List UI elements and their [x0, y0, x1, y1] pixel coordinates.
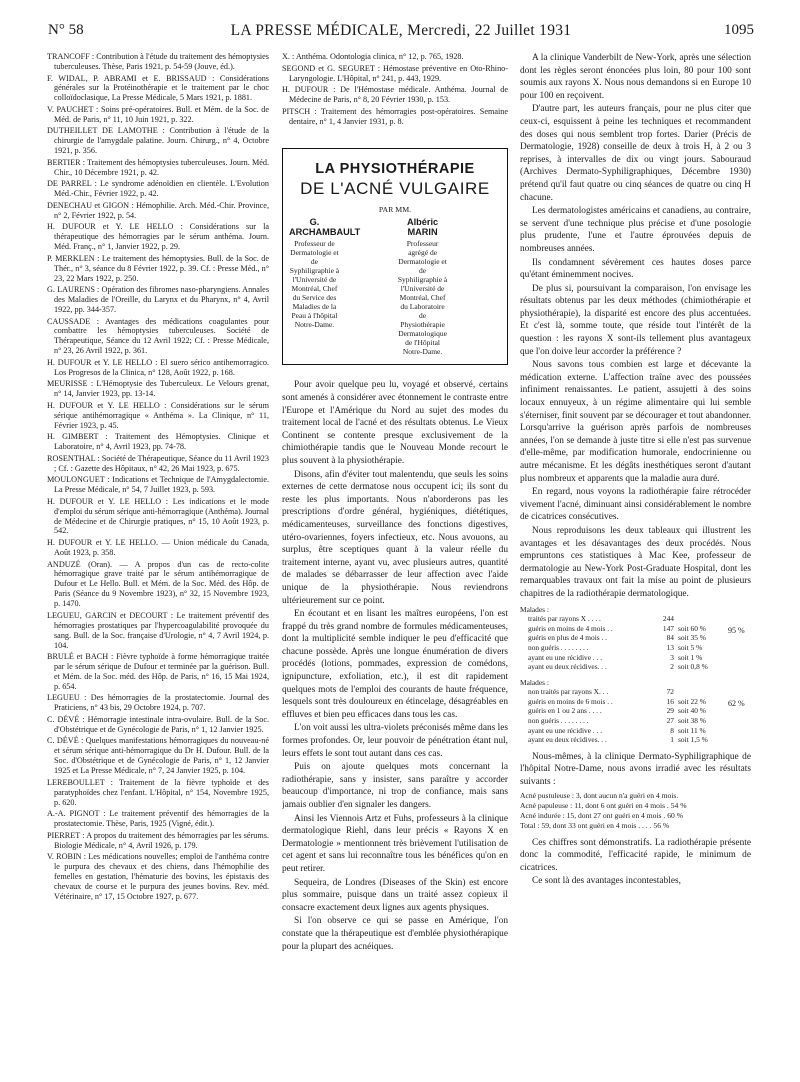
reference-entry: A.-A. PIGNOT : Le traitement préventif des hémorragies de la prostatectomie. Thèse, Paris, 1925 (Vigné, édit.).	[47, 809, 269, 829]
paragraph: Ainsi les Viennois Artz et Fuhs, professeurs à la clinique dermatologique Riehl, dans leur précis « Rayons X en Dermatologie » mentionnent très brièvement l'utilisation de cet agent et sans lui reconnaître tous les bénéfices qu'on en peut retirer.	[282, 813, 508, 874]
paragraph: Sequeira, de Londres (Diseases of the Skin) est encore plus sommaire, puisque dans un traité assez copieux il consacre exactement deux lignes aux agents physiques.	[282, 877, 508, 913]
reference-entry: DUTHEILLET DE LAMOTHE : Contribution à l'étude de la chirurgie de l'amygdale palatine. Journ. Chirurg., n° 4, Octobre 1921, p. 356.	[47, 126, 269, 156]
table-row	[520, 706, 751, 716]
table-title: Malades :	[520, 677, 549, 687]
author-1-affiliation: Professeur de Dermatologie et de Syphiligraphie à l'Université de Montréal, Chef du Service des Maladies de la Peau à l'hôpital Notre-Dame.	[289, 239, 340, 330]
result-line: Acné indurée : 15, dont 27 ont guéri en 4 mois . 60 %	[520, 810, 684, 820]
table-cell-n: 16	[666, 696, 674, 706]
table-rows	[520, 614, 751, 672]
table-cell-s: soit 1 %	[678, 652, 703, 662]
paragraph: Ce sont là des avantages incontestables,	[532, 876, 681, 887]
table-cell-label: non traités par rayons X. . .	[528, 687, 609, 697]
table-cell-label: traités par rayons X . . . .	[528, 614, 601, 624]
table-row	[520, 687, 751, 697]
table-cell-s: soit 1,5 %	[678, 735, 708, 745]
table-cell-n: 3	[670, 652, 674, 662]
table-cell-s	[674, 614, 728, 624]
table-row	[520, 662, 751, 672]
table-total: 62 %	[728, 699, 745, 709]
table-cell-label: guéris en 1 ou 2 ans . . . .	[528, 706, 602, 716]
paragraph: L'on voit aussi les ultra-violets préconisés même dans les formes profondes. Or, leur pouvoir de pénétration étant nul, leurs effets le sont tout autant dans ces cas.	[282, 723, 508, 759]
reference-entry: C. DÉVÉ : Quelques manifestations hémorragiques du nouveau-né et sérum sérique anti-hémorragique du Dr H. Dufour. Bull. de la Soc. d'Obstétrique et de Gynécologie de Paris, n° 1, 12 Janvier 1925 et La Presse Médicale, n° 7, 24 Janvier 1925, p. 104.	[47, 736, 269, 776]
reference-entry: H. DUFOUR et Y. LE HELLO : El suero sérico antihemorragico. Los Progresos de la Clinica, n° 128, Août 1922, p. 168.	[47, 357, 269, 377]
author-2	[397, 217, 501, 356]
reference-entry: MOULONGUET : Indications et Technique de l'Amygdalectomie. La Presse Médicale, n° 54, 7 Juillet 1923, p. 593.	[47, 475, 269, 495]
author-2-affiliation: Professeur agrégé de Dermatologie et de Syphiligraphie à l'Université de Montréal, Chef du Laboratoire de Physiothérapie Dermatologique de l'Hôpital Notre-Dame.	[397, 239, 448, 357]
reference-entry: SEGOND et G. SEGURET : Hémostase préventive en Oto-Rhino-Laryngologie. L'Hôpital, n° 241, p. 443, 1929.	[282, 63, 508, 83]
reference-entry: G. LAURENS : Opération des fibromes naso-pharyngiens. Annales des Maladies de l'Oreille, du Larynx et du Pharynx, n° 4, Avril 1922, pp. 344-357.	[47, 285, 269, 314]
reference-entry: ROSENTHAL : Société de Thérapeutique, Séance du 11 Avril 1923 ; Cf. : Gazette des Hôpitaux, n° 42, 26 Mai 1923, p. 675.	[47, 453, 269, 473]
table-rows	[520, 687, 751, 745]
reference-entry: CAUSSADE : Avantages des médications coagulantes pour combattre les hémoptysies tuberculeuses. Société de Thérapeutique, Séance du 12 Avril 1922; Cf. : Presse Médicale, n° 23, 26 Avril 1922, p. 361.	[47, 316, 269, 356]
reference-entry: P. MERKLEN : Le traitement des hémoptysies. Bull. de la Soc. de Thér., n° 3, séance du 8 Février 1922, p. 39. Cf. : Presse Méd., n° 23, 22 Mars 1922, p. 250.	[47, 253, 269, 283]
irradiation-results	[520, 791, 751, 831]
article-title-box	[282, 148, 508, 365]
paragraph: Ils condamnent sévèrement ces hautes doses parce qu'étant éminemment nocives.	[520, 257, 751, 281]
table-row	[520, 624, 751, 634]
table-row	[520, 643, 751, 653]
statistics-table-2	[520, 678, 751, 745]
paragraph: Ces chiffres sont démonstratifs. La radiothérapie présente donc la commodité, l'efficacité rapide, le minimum de cicatrices.	[520, 837, 751, 873]
reference-entry: TRANCOFF : Contribution à l'étude du traitement des hémoptysies tuberculeuses. Thèse, Paris 1921, p. 54-59 (Jouve, éd.).	[47, 52, 269, 71]
reference-entry: F. WIDAL, P. ABRAMI et E. BRISSAUD : Considérations générales sur la Protéinothérapie et le traitement par le choc colloïdoclasique, La Presse Médicale, 5 Mars 1921, p. 1881.	[47, 73, 269, 103]
paragraph: En écoutant et en lisant les maîtres européens, l'on est frappé du très grand nombre de formules médicamenteuses, dont la multiplicité semble indiquer le peu d'efficacité que chacune possède. Après une longue énumération de divers procédés (lotions, pommades, expression de comédons, ignipuncture, exfoliation, etc.), il est dit rapidement quelques mots de l'emploi des courants de haute fréquence, lesquels sont très douloureux en étincelage, désagréables en effluves et bien peu efficaces dans tous les cas.	[282, 609, 508, 720]
table-cell-label: ayant eu deux récidives. . .	[528, 662, 607, 672]
reference-entry: PITSCH : Traitement des hémorragies post-opératoires. Semaine dentaire, n° 1, 4 Janvier 1931, p. 8.	[282, 106, 508, 126]
reference-entry: DE PARREL : Le syndrome adénoïdien en clientèle. L'Evolution Méd.-Chir., Février 1922, p. 42.	[47, 179, 269, 199]
reference-entry: X. : Anthéma. Odontologia clinica, n° 12, p. 765, 1928.	[282, 52, 464, 61]
reference-entry: C. DÉVÉ : Hémorragie intestinale intra-ovulaire. Bull. de la Soc. d'Obstétrique et de Gynécologie de Paris, n° 1, 12 Janvier 1925.	[47, 714, 269, 734]
table-cell-label: non guéris . . . . . . . .	[528, 716, 589, 726]
reference-entry: LEREBOULLET : Traitement de la fièvre typhoïde et des paratyphoïdes chez l'enfant. L'Hôpital, n° 154, Novembre 1925, p. 620.	[47, 777, 269, 807]
reference-entry: BERTIER : Traitement des hémoptysies tuberculeuses. Journ. Méd. Chir., 10 Décembre 1921, p. 42.	[47, 157, 269, 177]
table-row	[520, 653, 751, 663]
table-cell-s: soit 35 %	[678, 633, 706, 643]
table-cell-label: guéris en moins de 4 mois . .	[528, 623, 613, 633]
paragraph: D'autre part, les auteurs français, pour ne plus citer que ceux-ci, esquissent à peine les techniques et recommandent des doses qui nous semblent trop fortes. Darier (Précis de Dermatologie, 1928) conseille de deux à trois H, à 2 ou 3 reprises, à intervalles de dix ou vingt jours. Sabouraud (Archives Dermato-Syphiligraphiques, Décembre 1930) prétend qu'il faut quatre ou cinq séances de quatre ou cinq H chacune.	[520, 104, 751, 203]
reference-entry: H. DUFOUR et Y. LE HELLO : Considérations sur la thérapeutique des hémorragies par le sérum anthéma. Journ. Méd. Franç., n° 1, Janvier 1922, p. 29.	[47, 222, 269, 252]
table-cell-s: soit 38 %	[678, 716, 706, 726]
paragraph: Nous reproduisons les deux tableaux qui illustrent les avantages et les désavantages des deux procédés. Nous empruntons ces statistiques à Mac Kee, professeur de dermatologie au New-York Post-Graduate Hospital, dont les remarquables travaux ont fait la mise au point de plusieurs chapitres de la radiothérapie dermatologique.	[520, 525, 751, 599]
table-cell-s: soit 0,8 %	[678, 662, 708, 672]
table-total: 95 %	[728, 626, 745, 636]
table-cell-label: guéris en moins de 6 mois . .	[528, 696, 613, 706]
authors-par: PAR MM.	[378, 205, 412, 215]
table-cell-s: soit 60 %	[678, 623, 706, 633]
reference-entry: LEGUEU, GARCIN et DECOURT : Le traitement préventif des hémorragies prostatiques par l'hypercoagulabilité provoquée du sang. Bull. de la Soc. française d'Urologie, n° 4, 7 Avril 1924, p. 104.	[47, 610, 269, 650]
column-references	[47, 52, 269, 1072]
reference-entry: V. ROBIN : Les médications nouvelles; emploi de l'anthéma contre le purpura des chevaux et des chiens, dans l'hémophilie des femelles en gestation, l'hématurie des bovins, les épistaxis des chevaux de course et le purpura des jeunes bovins. Rev. méd. Vétérinaire, n° 17, 15 Octobre 1927, p. 677.	[47, 852, 269, 901]
table-cell-n: 147	[662, 623, 674, 633]
table-row	[520, 633, 751, 643]
paragraph: Pour avoir quelque peu lu, voyagé et observé, certains sont amenés à considérer avec étonnement le contraste entre l'Europe et l'Amérique du Nord au sujet des modes du traitement local de l'acné et des résultats obtenus. Le Vieux Continent se contente presque exclusivement de la chimiothérapie tandis que le Nouveau Monde recourt le plus souvent à la physiothérapie.	[282, 380, 508, 466]
paragraph: Les dermatologistes américains et canadiens, au contraire, se servent d'une technique plus précise et d'une posologie plus prudente, l'une et l'autre éprouvées depuis de nombreuses années.	[520, 206, 751, 254]
paragraph: Nous savons tous combien est large et décevante la médication externe. L'affection traîne avec des poussées infiniment renaissantes. Le patient, assujetti à des soins locaux ennuyeux, à un régime alimentaire qui lui semble s'éterniser, finit souvent par se décourager et tout abandonner. Lorsqu'arrive la guérison après parfois de nombreuses années, l'on se demande à juste titre si elle n'est pas survenue d'elle-même, par modification humorale, endocrinienne ou autre mécanisme. Et les dégâts inesthétiques seront d'autant plus nombreux et apparents que la maladie aura duré.	[520, 360, 751, 484]
result-line: Acné pustuleuse : 3, dont aucun n'a guéri en 4 mois.	[520, 790, 679, 800]
reference-entry: LEGUEU : Des hémorragies de la prostatectomie. Journal des Praticiens, n° 43 bis, 29 Octobre 1924, p. 707.	[47, 693, 269, 713]
article-body-end	[520, 837, 751, 888]
reference-entry: MEURISSE : L'Hémoptysie des Tuberculeux. Le Velours grenat, n° 14, Janvier 1923, pp. 13-14.	[47, 379, 269, 399]
table-cell-n: 84	[666, 633, 674, 643]
table-title: Malades :	[520, 604, 549, 614]
paragraph: A la clinique Vanderbilt de New-York, après une sélection dont les règles seront énoncées plus loin, 80 pour 100 sont soumis aux rayons X. Nous nous demandons si en Europe 10 pour 100 en reçoivent.	[520, 53, 751, 101]
result-line: Total : 59, dont 33 ont guéri en 4 mois . . . . 56 %	[520, 820, 670, 830]
table-cell-n: 13	[666, 642, 674, 652]
running-header	[48, 22, 754, 44]
paragraph: Si l'on observe ce qui se passe en Amérique, l'on constate que la thérapeutique est d'emblée physiothérapique pour la plupart des acnéiques.	[282, 916, 508, 952]
table-cell-n: 72	[666, 687, 674, 697]
statistics-table-1	[520, 605, 751, 672]
reference-entry: H. DUFOUR et Y. LE HELLO : Considérations sur le sérum sérique antihémorragique « Anthéma ». La Clinique, n° 11, Février 1923, p. 45.	[47, 400, 269, 430]
table-cell-label: ayant eu une récidive . . .	[528, 725, 603, 735]
paragraph: Disons, afin d'éviter tout malentendu, que seuls les soins externes de cette dermatose nous occupent ici; ils sont du reste les plus importants. Nous n'aborderons pas les prescriptions d'ordre général, hygiéniques, diététiques, médicamenteuses, surveillance des fonctions digestives, utéro-ovariennes, foyers infectieux, etc. Nous avouons, au surplus, être sceptiques quant à la valeur réelle du traitement interne, ayant vu, avec plusieurs autres, quantité de malades se débarrasser de leur affection avec l'aide unique de la physiothérapie. Nous reviendrons ultérieurement sur ce point.	[282, 469, 508, 606]
table-cell-n: 2	[670, 662, 674, 672]
issue-number: N° 58	[48, 22, 84, 38]
column-article-continued	[520, 52, 751, 1072]
author-2-name: Albéric MARIN	[406, 217, 439, 238]
column-article-start	[282, 52, 508, 1072]
article-title-line2: DE L'ACNÉ VULGAIRE	[300, 179, 490, 199]
table-row	[520, 614, 751, 624]
references-continued	[282, 52, 508, 126]
table-cell-label: guéris en plus de 4 mois . .	[528, 633, 608, 643]
table-cell-label: ayant eu deux récidives. . .	[528, 735, 607, 745]
article-body-continued	[520, 52, 751, 601]
table-cell-s: soit 22 %	[678, 696, 706, 706]
table-cell-s: soit 40 %	[678, 706, 706, 716]
table-cell-s: soit 11 %	[678, 725, 706, 735]
reference-entry: H. DUFOUR : De l'Hémostase médicale. Anthéma. Journal de Médecine de Paris, n° 8, 20 Février 1930, p. 153.	[282, 85, 508, 104]
reference-entry: V. PAUCHET : Soins pré-opératoires. Bull. et Mém. de la Soc. de Méd. de Paris, n° 11, 10 Juin 1921, p. 322.	[47, 104, 269, 124]
reference-entry: DENECHAU et GIGON : Hémophilie. Arch. Méd.-Chir. Province, n° 2, Février 1922, p. 54.	[47, 200, 269, 220]
table-cell-s	[674, 687, 728, 697]
table-cell-label: ayant eu une récidive . . .	[528, 652, 603, 662]
table-cell-s: soit 5 %	[678, 642, 703, 652]
table-row	[520, 716, 751, 726]
paragraph: Nous-mêmes, à la clinique Dermato-Syphiligraphique de l'hôpital Notre-Dame, nous avons irradié avec les résultats suivants :	[520, 751, 751, 788]
paragraph: Puis on ajoute quelques mots concernant la radiothérapie, sans y insister, sans paraître y accorder beaucoup d'importance, ni trop de confiance, mais sans jamais oublier d'en signaler les dangers.	[282, 762, 508, 810]
table-cell-n: 27	[666, 716, 674, 726]
reference-entry: PIERRET : A propos du traitement des hémorragies par les sérums. Biologie Médicale, n° 4, Avril 1926, p. 179.	[47, 830, 269, 850]
table-cell-n: 29	[666, 706, 674, 716]
author-1	[289, 217, 393, 356]
author-1-name: G. ARCHAMBAULT	[289, 217, 361, 238]
table-row	[520, 735, 751, 745]
reference-entry: BRULÉ et BACH : Fièvre typhoïde à forme hémorragique traitée par le sérum sérique de Dufour et terminée par la guérison. Bull. et Mém. de la Soc. méd. des Hôp. de Paris, n° 16, 15 Mai 1924, p. 654.	[47, 652, 269, 691]
table-cell-n: 8	[670, 725, 674, 735]
journal-title: LA PRESSE MÉDICALE, Mercredi, 22 Juillet 1931	[230, 22, 572, 39]
paragraph: De plus si, poursuivant la comparaison, l'on envisage les résultats obtenus par les deux méthodes (chimiothérapie et physiothérapie), la disparité est encore des plus accentuées. Et c'est là, somme toute, que réside tout l'intérêt de la question : les rayons X sont-ils tellement plus avantageux que l'on doive leur accorder la préférence ?	[520, 283, 751, 357]
table-cell-n: 244	[662, 614, 674, 624]
reference-entry: H. DUFOUR et Y. LE HELLO. — Union médicale du Canada, Août 1923, p. 358.	[47, 538, 269, 557]
article-title-line1: LA PHYSIOTHÉRAPIE	[315, 161, 475, 178]
article-body	[282, 379, 508, 953]
reference-entry: H. GIMBERT : Traitement des Hémoptysies. Clinique et Laboratoire, n° 4, Avril 1923, pp. 74-78.	[47, 432, 269, 452]
reference-entry: H. DUFOUR et Y. LE HELLO : Les indications et le mode d'emploi du sérum sérique anti-hémorragique (Anthéma). Journal de Médecine et de Chirurgie pratiques, n° 15, 10 Août 1923, p. 542.	[47, 496, 269, 536]
table-row	[520, 726, 751, 736]
result-line: Acné papuleuse : 11, dont 6 ont guéri en 4 mois . 54 %	[520, 800, 687, 810]
authors-block	[289, 217, 501, 356]
table-row	[520, 697, 751, 707]
page-number: 1095	[724, 22, 754, 38]
paragraph: En regard, nous voyons la radiothérapie faire rétrocéder vivement l'acné, diminuant ainsi considérablement le nombre de cicatrices consécutives.	[520, 487, 751, 523]
table-cell-label: non guéris . . . . . . . .	[528, 642, 589, 652]
reference-entry: ANDUZÉ (Oran). — A propos d'un cas de recto-colite hémorragique grave traité par le sérum antihémorragique de Dufour et Le Hello. Bull. et Mém. de la Soc. Méd. des Hôp. de Paris (Séance du 9 Novembre 1923), n° 32, 15 Novembre 1923, p. 1470.	[47, 559, 269, 609]
table-cell-n: 1	[670, 735, 674, 745]
